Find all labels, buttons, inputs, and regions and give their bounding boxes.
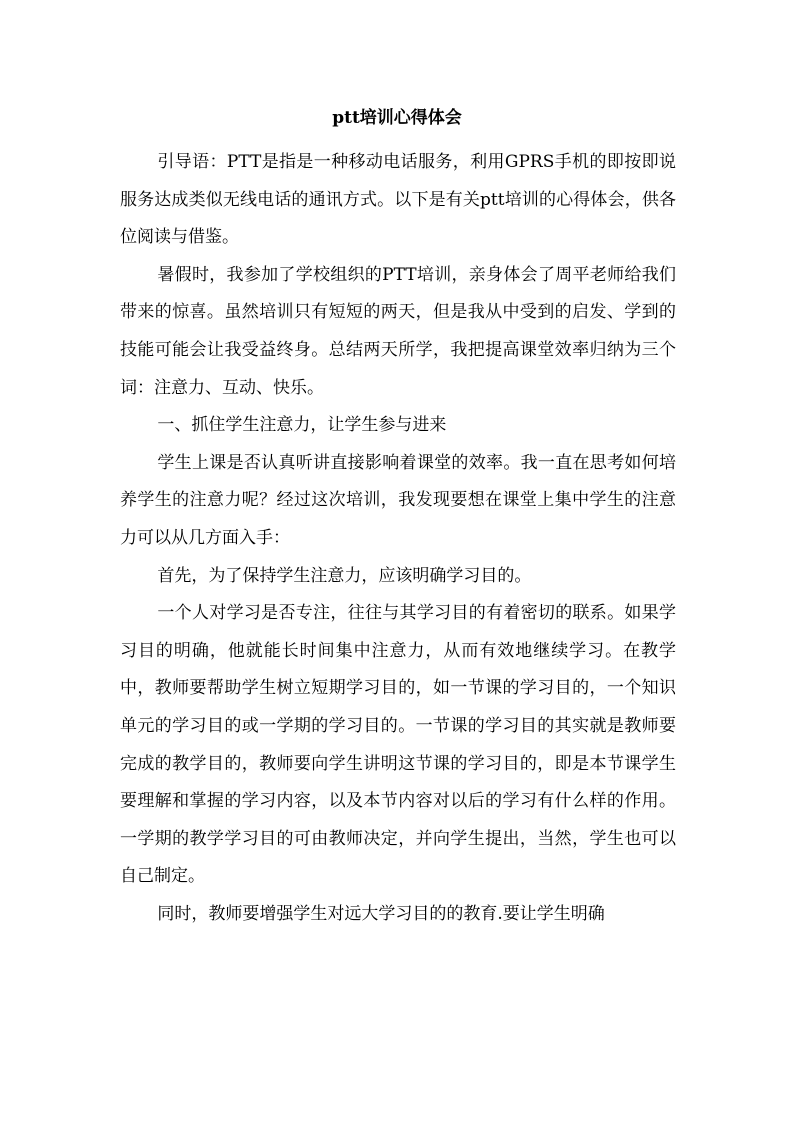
body-paragraph: 学生上课是否认真听讲直接影响着课堂的效率。我一直在思考如何培养学生的注意力呢？经过这次培训，我发现要想在课堂上集中学生的注意力可以从几方面入手： [120,452,676,548]
body-paragraph: 暑假时，我参加了学校组织的PTT培训，亲身体会了周平老师给我们带来的惊喜。虽然培训只有短短的两天，但是我从中受到的启发、学到的技能可能会让我受益终身。总结两天所学，我把提高课堂效率归纳为三个词：注意力、互动、快乐。 [120,264,676,398]
document-body [120,144,676,933]
section-heading: 一、抓住学生注意力，让学生参与进来 [157,415,447,436]
document-title: ptt培训心得体会 [332,108,462,128]
body-paragraph: 同时，教师要增强学生对远大学习目的的教育.要让学生明确 [157,903,605,924]
body-paragraph: 首先，为了保持学生注意力，应该明确学习目的。 [157,565,532,586]
intro-paragraph: 引导语：PTT是指是一种移动电话服务，利用GPRS手机的即按即说服务达成类似无线电话的通讯方式。以下是有关ptt培训的心得体会，供各位阅读与借鉴。 [120,152,676,248]
body-paragraph: 一个人对学习是否专注，往往与其学习目的有着密切的联系。如果学习目的明确，他就能长时间集中注意力，从而有效地继续学习。在教学中，教师要帮助学生树立短期学习目的，如一节课的学习目的，一个知识单元的学习目的或一学期的学习目的。一节课的学习目的其实就是教师要完成的教学目的，教师要向学生讲明这节课的学习目的，即是本节课学生要理解和掌握的学习内容，以及本节内容对以后的学习有什么样的作用。一学期的教学学习目的可由教师决定，并向学生提出，当然，学生也可以自己制定。 [120,603,676,887]
